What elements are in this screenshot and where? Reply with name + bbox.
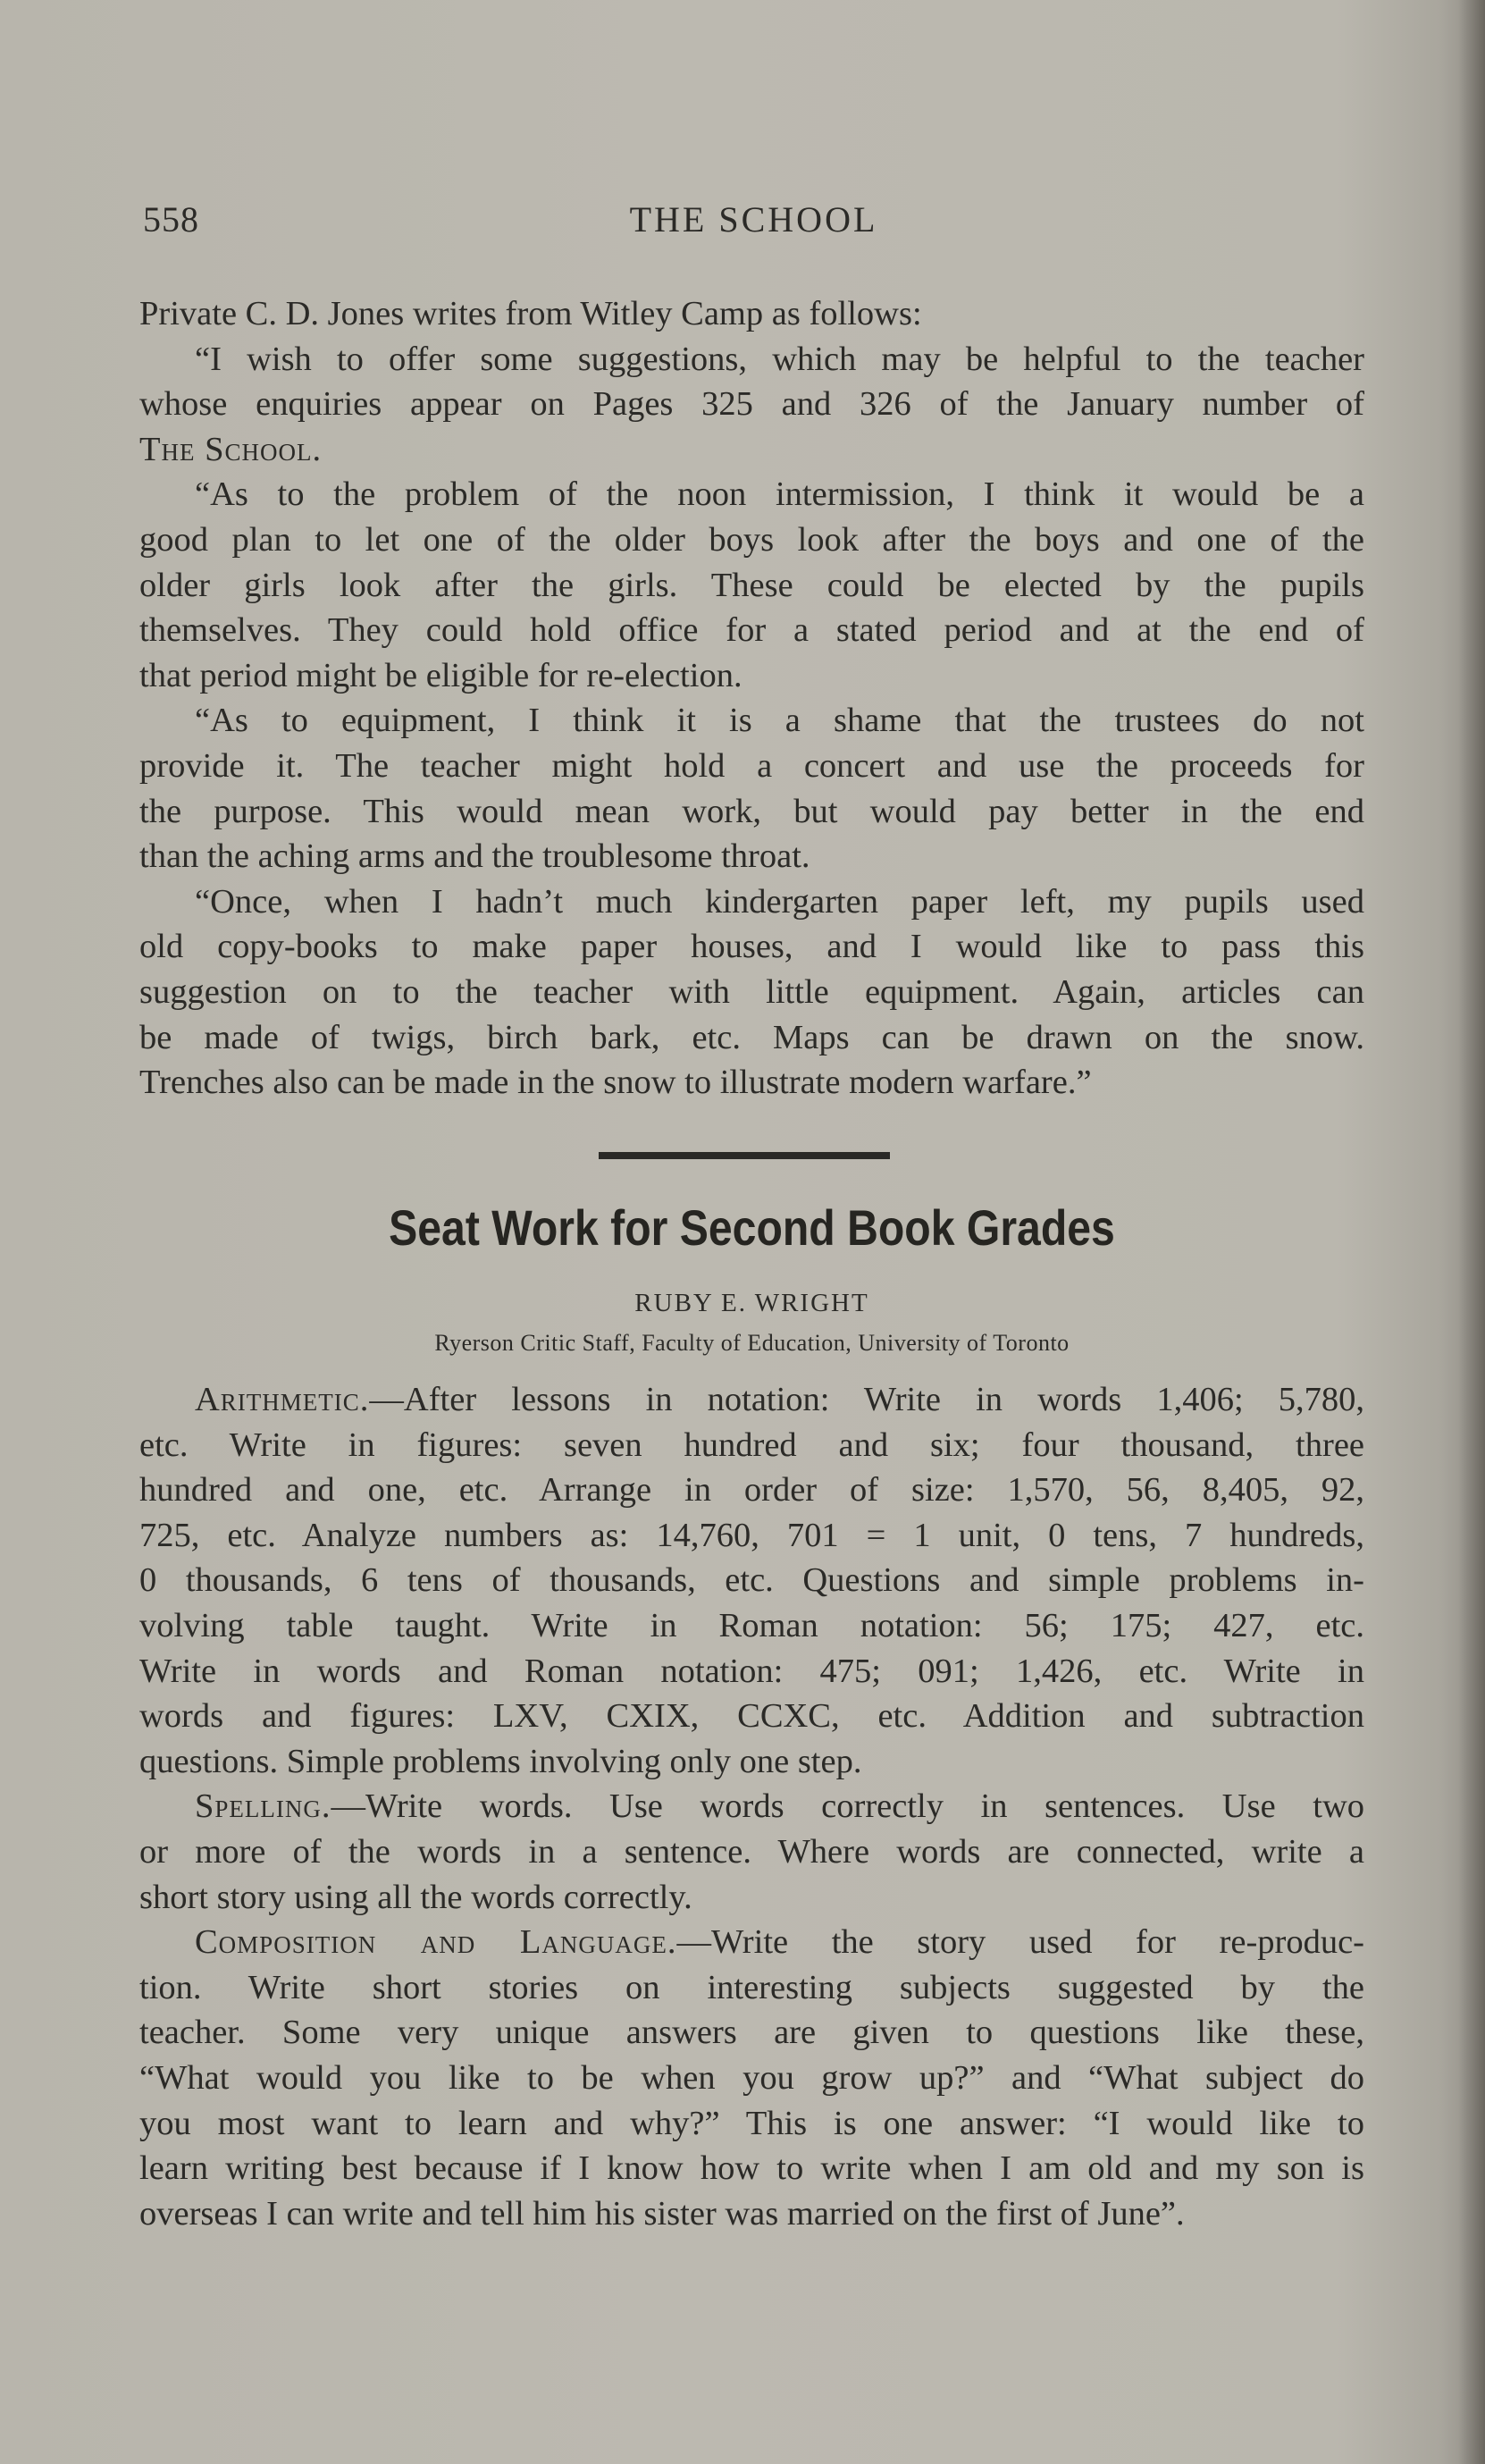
letter-line-text: suggestion on to the teacher with little equipment. Again, articles can xyxy=(139,972,1364,1011)
letter-line xyxy=(139,970,1364,1015)
letter-line-text: be made of twigs, birch bark, etc. Maps can be drawn on the snow. xyxy=(139,1018,1364,1056)
letter-line xyxy=(139,337,1364,383)
article-line-text: Write in words and Roman notation: 475; 091; 1,426, etc. Write in xyxy=(139,1652,1364,1690)
page-number: 558 xyxy=(143,199,199,240)
letter-line-text: “As to the problem of the noon intermission, I think it would be a xyxy=(195,475,1364,514)
article-line xyxy=(139,2101,1364,2147)
letter-line-text: “Once, when I hadn’t much kindergarten paper left, my pupils used xyxy=(195,882,1364,921)
article-line-text: volving table taught. Write in Roman notation: 56; 175; 427, etc. xyxy=(139,1606,1364,1644)
article-line xyxy=(139,1377,1364,1423)
section-heading: Composition and Language. xyxy=(195,1923,677,1962)
article-line-text: overseas I can write and tell him his sister was married on the first of June”. xyxy=(139,2194,1185,2233)
letter-line xyxy=(139,291,1364,337)
article-line-text: 0 thousands, 6 tens of thousands, etc. Questions and simple problems in- xyxy=(139,1561,1364,1600)
letter-line-text: whose enquiries appear on Pages 325 and 326 of the January number of xyxy=(139,385,1364,424)
article-line xyxy=(139,1875,1364,1921)
section-divider-rule xyxy=(599,1152,890,1159)
article-line xyxy=(139,1649,1364,1695)
letter-text xyxy=(139,291,1364,1106)
article-line xyxy=(139,1603,1364,1649)
letter-line-text: “I wish to offer some suggestions, which may be helpful to the teacher xyxy=(195,340,1364,378)
article-line-text: etc. Write in figures: seven hundred and six; four thousand, three xyxy=(139,1425,1364,1464)
letter-line-text: provide it. The teacher might hold a concert and use the proceeds for xyxy=(139,746,1364,785)
article-affiliation: Ryerson Critic Staff, Faculty of Education, University of Toronto xyxy=(434,1330,1070,1356)
section-lead-text: —Write words. Use words correctly in sentences. Use two xyxy=(331,1787,1364,1826)
article-line-text: you most want to learn and why?” This is one answer: “I would like to xyxy=(139,2104,1364,2142)
letter-line-text: that period might be eligible for re-election. xyxy=(139,656,742,694)
letter-line-text: old copy-books to make paper houses, and I would like to pass this xyxy=(139,928,1364,966)
article-line xyxy=(139,1739,1364,1785)
letter-line xyxy=(139,427,1364,473)
letter-line-text: . xyxy=(312,430,322,468)
page-edge-shadow xyxy=(1458,0,1485,2464)
letter-line-text: Trenches also can be made in the snow to illustrate modern warfare.” xyxy=(139,1064,1092,1102)
article-line xyxy=(139,2010,1364,2056)
running-title: THE SCHOOL xyxy=(629,199,878,240)
article-line xyxy=(139,1558,1364,1603)
section-heading: Spelling. xyxy=(195,1787,331,1826)
article-line xyxy=(139,1920,1364,1965)
article-line-text: learn writing best because if I know how to write when I am old and my son is xyxy=(139,2149,1364,2188)
letter-line xyxy=(139,1015,1364,1061)
article-line xyxy=(139,1829,1364,1875)
article-title: Seat Work for Second Book Grades xyxy=(389,1199,1115,1256)
letter-line-text: than the aching arms and the troublesome throat. xyxy=(139,837,810,876)
article-line xyxy=(139,1694,1364,1739)
article-line-text: hundred and one, etc. Arrange in order of size: 1,570, 56, 8,405, 92, xyxy=(139,1471,1364,1510)
publication-name: The School xyxy=(139,430,313,468)
article-line xyxy=(139,1423,1364,1468)
article-line xyxy=(139,1965,1364,2011)
article-line-text: questions. Simple problems involving only one step. xyxy=(139,1742,862,1780)
article-line xyxy=(139,1784,1364,1829)
letter-line xyxy=(139,653,1364,699)
article-line-text: 725, etc. Analyze numbers as: 14,760, 701 = 1 unit, 0 tens, 7 hundreds, xyxy=(139,1516,1364,1554)
letter-line xyxy=(139,879,1364,925)
letter-line xyxy=(139,472,1364,517)
letter-line xyxy=(139,789,1364,835)
article-line xyxy=(139,1513,1364,1559)
section-heading: Arithmetic. xyxy=(195,1381,370,1418)
letter-line-text: Private C. D. Jones writes from Witley Camp as follows: xyxy=(139,295,922,332)
article-line-text: teacher. Some very unique answers are given to questions like these, xyxy=(139,2014,1364,2052)
letter-line xyxy=(139,1060,1364,1106)
article-line xyxy=(139,1467,1364,1513)
letter-line xyxy=(139,744,1364,789)
letter-line xyxy=(139,382,1364,427)
letter-line-text: the purpose. This would mean work, but would pay better in the end xyxy=(139,792,1364,830)
article-line-text: or more of the words in a sentence. Where words are connected, write a xyxy=(139,1832,1364,1871)
section-lead-text: —After lessons in notation: Write in words 1,406; 5,780, xyxy=(369,1381,1364,1418)
letter-line-text: older girls look after the girls. These could be elected by the pupils xyxy=(139,566,1364,604)
article-author: RUBY E. WRIGHT xyxy=(634,1289,869,1317)
article-line xyxy=(139,2191,1364,2237)
letter-line xyxy=(139,517,1364,563)
letter-line xyxy=(139,563,1364,609)
letter-line-text: good plan to let one of the older boys look after the boys and one of the xyxy=(139,520,1364,559)
article-line xyxy=(139,2146,1364,2191)
article-body xyxy=(139,1377,1364,2236)
article-line xyxy=(139,2056,1364,2101)
article-line-text: words and figures: LXV, CXIX, CCXC, etc. Addition and subtraction xyxy=(139,1697,1364,1736)
letter-line xyxy=(139,698,1364,744)
letter-line xyxy=(139,834,1364,879)
letter-line-text: “As to equipment, I think it is a shame that the trustees do not xyxy=(195,702,1364,740)
section-lead-text: —Write the story used for re-produc- xyxy=(676,1923,1365,1962)
letter-line-text: themselves. They could hold office for a stated period and at the end of xyxy=(139,611,1364,650)
article-line-text: “What would you like to be when you grow up?” and “What subject do xyxy=(139,2058,1364,2097)
running-header xyxy=(143,198,1364,243)
article-line-text: tion. Write short stories on interesting subjects suggested by the xyxy=(139,1968,1364,2006)
article-line-text: short story using all the words correctly. xyxy=(139,1878,692,1916)
letter-line xyxy=(139,924,1364,970)
letter-line xyxy=(139,608,1364,653)
